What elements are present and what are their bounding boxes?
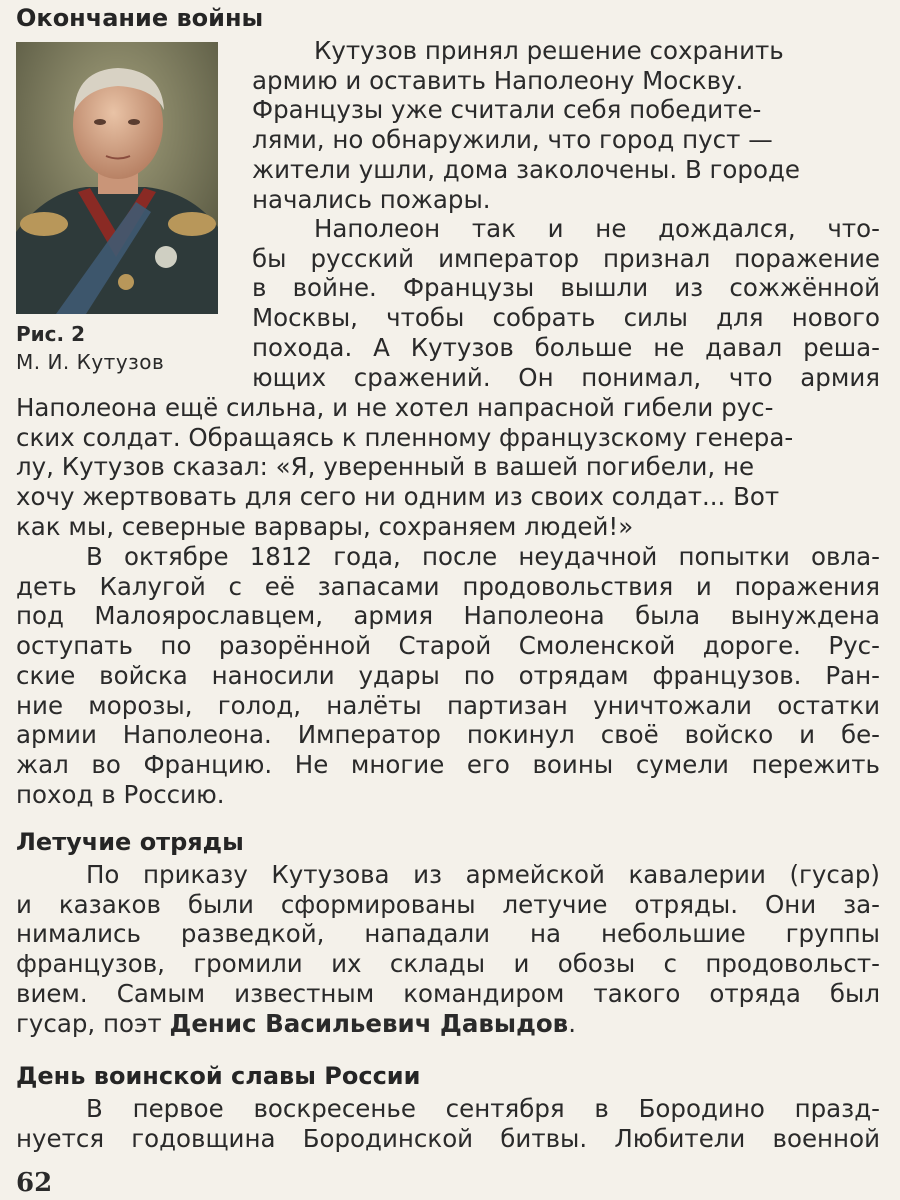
section-heading-flying-detachments: Летучие отряды [16, 828, 244, 856]
text-line: и казаков были сформированы летучие отряды. Они за- [16, 889, 880, 919]
text-line: Французы уже считали себя победите- [252, 95, 762, 125]
text-line: жал во Францию. Не многие его воины сумели пережить [16, 749, 880, 779]
text-line: начались пожары. [252, 184, 491, 214]
text-line: ских солдат. Обращаясь к пленному французскому генера- [16, 422, 794, 452]
text-line: армии Наполеона. Император покинул своё войско и бе- [16, 720, 880, 750]
text-line: ские войска наносили удары по отрядам французов. Ран- [16, 660, 880, 690]
paragraph-flying-detachments [16, 860, 880, 1038]
text-line: как мы, северные варвары, сохраняем людей!» [16, 511, 634, 541]
davydov-name: Денис Васильевич Давыдов [169, 1008, 569, 1038]
text-line: под Малоярославцем, армия Наполеона была вынуждена [16, 601, 880, 631]
text-line: французов, громили их склады и обозы с продовольст- [16, 949, 880, 979]
text-line: деть Калугой с её запасами продовольствия и поражения [16, 571, 880, 601]
figure-caption-title: Рис. 2 [16, 322, 86, 346]
text-line: В первое воскресенье сентября в Бородино празд- [86, 1094, 880, 1123]
text-line: ние морозы, голод, налёты партизан уничтожали остатки [16, 690, 880, 720]
text-line: в войне. Французы вышли из сожжённой [252, 273, 880, 303]
text-line: Наполеон так и не дождался, что- [314, 214, 880, 243]
paragraph-napoleon-wide [16, 393, 880, 542]
kutuzov-portrait [16, 42, 218, 314]
paragraph-retreat [16, 542, 880, 809]
text-line: По приказу Кутузова из армейской кавалерии (гусар) [86, 860, 880, 889]
text-line: бы русский император признал поражение [252, 243, 880, 273]
text-line: вием. Самым известным командиром такого отряда был [16, 978, 880, 1008]
text-line: В октябре 1812 года, после неудачной попытки овла- [86, 542, 880, 571]
text-line: оступать по разорённой Старой Смоленской дороге. Рус- [16, 631, 880, 661]
text-fragment: гусар, поэт [16, 1008, 170, 1038]
text-fragment: . [568, 1008, 576, 1038]
section-heading-military-glory-day: День воинской славы России [16, 1062, 421, 1090]
portrait-illustration [16, 42, 218, 314]
text-line: хочу жертвовать для сего ни одним из своих солдат... Вот [16, 482, 780, 512]
text-line: Наполеона ещё сильна, и не хотел напрасной гибели рус- [16, 393, 774, 422]
text-line: нимались разведкой, нападали на небольшие группы [16, 919, 880, 949]
text-line: поход в Россию. [16, 779, 225, 809]
paragraph-borodino-day [16, 1094, 880, 1153]
text-line: нуется годовщина Бородинской битвы. Любители военной [16, 1123, 880, 1153]
section-heading-end-of-war: Окончание войны [16, 4, 264, 32]
text-line-davydov [16, 1009, 880, 1039]
paragraph-napoleon-narrow [252, 214, 880, 392]
text-line: жители ушли, дома заколочены. В городе [252, 154, 800, 184]
text-line: армию и оставить Наполеону Москву. [252, 65, 744, 95]
figure-caption-text: М. И. Кутузов [16, 350, 165, 374]
text-line: Москвы, чтобы собрать силы для нового [252, 303, 880, 333]
text-line: лу, Кутузов сказал: «Я, уверенный в вашей погибели, не [16, 452, 755, 482]
text-line: ющих сражений. Он понимал, что армия [252, 362, 880, 392]
text-line: лями, но обнаружили, что город пуст — [252, 125, 773, 155]
text-line: похода. А Кутузов больше не давал реша- [252, 332, 880, 362]
page-number: 62 [16, 1168, 53, 1198]
text-line: Кутузов принял решение сохранить [314, 36, 784, 65]
paragraph-kutuzov-decision [252, 36, 880, 214]
